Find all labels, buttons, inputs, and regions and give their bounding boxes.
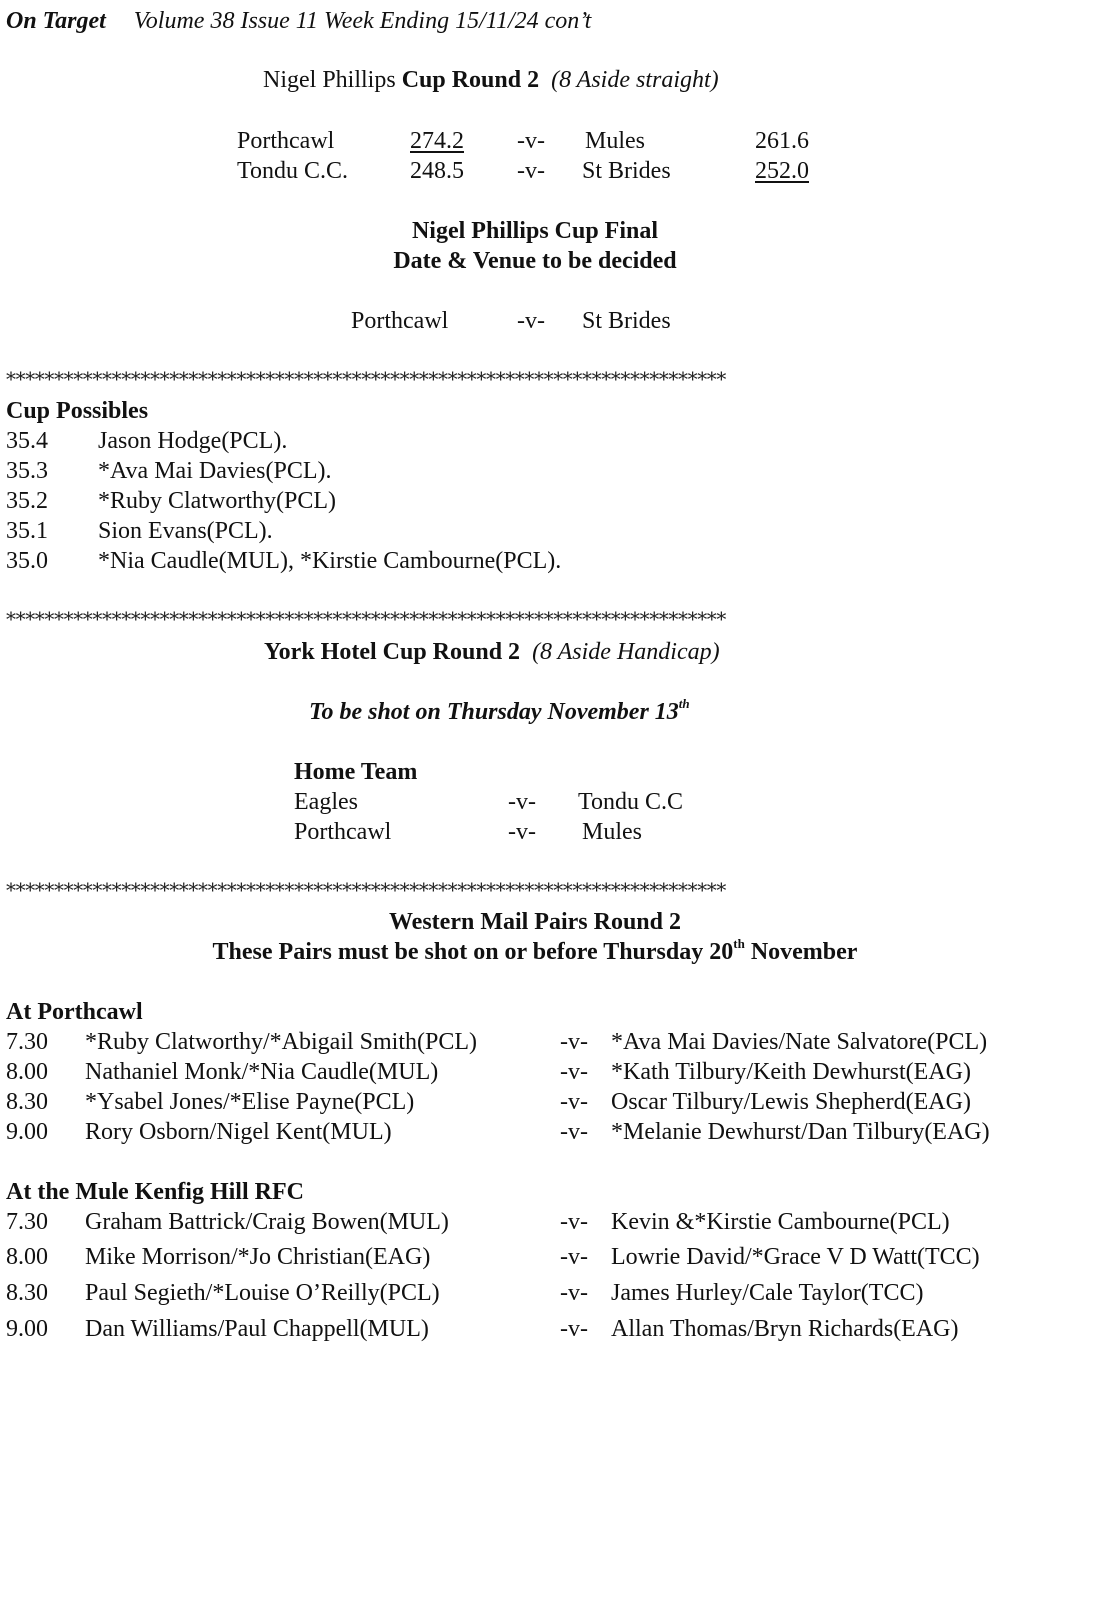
home-pair: *Ruby Clatworthy/*Abigail Smith(PCL) <box>85 1029 478 1055</box>
deadline-month: November <box>744 939 858 965</box>
home-team: Porthcawl <box>351 308 449 334</box>
possible-names: Sion Evans(PCL). <box>98 518 273 544</box>
vs-label: -v- <box>560 1316 588 1342</box>
york-cup-date-text: To be shot on Thursday November 13 <box>309 699 679 725</box>
possible-names: *Ruby Clatworthy(PCL) <box>98 488 336 514</box>
venue-title: At the Mule Kenfig Hill RFC <box>6 1179 304 1205</box>
possible-names: *Nia Caudle(MUL), *Kirstie Cambourne(PCL). <box>98 548 562 574</box>
home-score: 248.5 <box>410 158 464 184</box>
york-cup-title: York Hotel Cup Round 2 <box>264 639 521 665</box>
nigel-round2-title-bold: Cup Round 2 <box>401 67 540 93</box>
home-pair: Nathaniel Monk/*Nia Caudle(MUL) <box>85 1059 439 1085</box>
away-pair: James Hurley/Cale Taylor(TCC) <box>611 1280 924 1306</box>
deadline-text: These Pairs must be shot on or before Thursday 20 <box>212 939 734 965</box>
asterisk-separator: *************************************************************************** <box>6 609 727 629</box>
home-pair: Dan Williams/Paul Chappell(MUL) <box>85 1316 429 1342</box>
away-team: Mules <box>585 128 645 154</box>
nigel-final-title: Nigel Phillips Cup Final <box>411 218 659 244</box>
home-team: Eagles <box>294 789 358 815</box>
western-mail-deadline <box>0 936 1070 965</box>
page-header <box>6 9 591 33</box>
away-team: Tondu C.C <box>578 789 683 815</box>
possible-names: *Ava Mai Davies(PCL). <box>98 458 332 484</box>
cup-possibles-title: Cup Possibles <box>6 398 149 424</box>
home-pair: Rory Osborn/Nigel Kent(MUL) <box>85 1119 392 1145</box>
vs-label: -v- <box>517 128 545 154</box>
asterisk-separator: *************************************************************************** <box>6 369 727 389</box>
home-pair: *Ysabel Jones/*Elise Payne(PCL) <box>85 1089 415 1115</box>
home-team: Porthcawl <box>237 128 335 154</box>
fixture-time: 7.30 <box>6 1029 48 1055</box>
home-score: 274.2 <box>410 128 464 154</box>
home-pair: Mike Morrison/*Jo Christian(EAG) <box>85 1244 431 1270</box>
publication-title: On Target <box>6 8 106 34</box>
away-pair: Allan Thomas/Bryn Richards(EAG) <box>611 1316 959 1342</box>
fixture-time: 7.30 <box>6 1209 48 1235</box>
away-score: 252.0 <box>755 158 809 184</box>
western-mail-title: Western Mail Pairs Round 2 <box>389 909 681 935</box>
away-pair: Lowrie David/*Grace V D Watt(TCC) <box>611 1244 980 1270</box>
york-cup-date <box>309 696 690 725</box>
nigel-round2-title-plain: Nigel Phillips <box>263 67 396 93</box>
away-score: 261.6 <box>755 128 809 154</box>
venue-title: At Porthcawl <box>6 999 143 1025</box>
fixture-time: 8.30 <box>6 1280 48 1306</box>
away-team: Mules <box>582 819 642 845</box>
vs-label: -v- <box>517 158 545 184</box>
possible-score: 35.0 <box>6 548 48 574</box>
away-pair: Kevin &*Kirstie Cambourne(PCL) <box>611 1209 950 1235</box>
away-pair: *Melanie Dewhurst/Dan Tilbury(EAG) <box>611 1119 990 1145</box>
asterisk-separator: *************************************************************************** <box>6 880 727 900</box>
nigel-round2-heading <box>263 68 719 92</box>
york-cup-format: (8 Aside Handicap) <box>532 639 720 665</box>
vs-label: -v- <box>508 819 536 845</box>
fixture-time: 8.00 <box>6 1244 48 1270</box>
york-cup-date-suffix: th <box>678 696 690 711</box>
away-pair: *Ava Mai Davies/Nate Salvatore(PCL) <box>611 1029 988 1055</box>
fixture-time: 8.30 <box>6 1089 48 1115</box>
vs-label: -v- <box>560 1029 588 1055</box>
vs-label: -v- <box>560 1089 588 1115</box>
nigel-final-subtitle: Date & Venue to be decided <box>393 248 677 274</box>
fixture-time: 8.00 <box>6 1059 48 1085</box>
possible-score: 35.3 <box>6 458 48 484</box>
away-pair: *Kath Tilbury/Keith Dewhurst(EAG) <box>611 1059 971 1085</box>
vs-label: -v- <box>560 1244 588 1270</box>
possible-names: Jason Hodge(PCL). <box>98 428 288 454</box>
home-team: Tondu C.C. <box>237 158 348 184</box>
home-team: Porthcawl <box>294 819 392 845</box>
possible-score: 35.2 <box>6 488 48 514</box>
vs-label: -v- <box>560 1119 588 1145</box>
away-team: St Brides <box>582 158 671 184</box>
vs-label: -v- <box>560 1209 588 1235</box>
home-team-label: Home Team <box>294 759 418 785</box>
fixture-time: 9.00 <box>6 1316 48 1342</box>
away-team: St Brides <box>582 308 671 334</box>
deadline-suffix: th <box>733 936 745 951</box>
york-cup-heading <box>264 640 720 664</box>
home-pair: Paul Segieth/*Louise O’Reilly(PCL) <box>85 1280 440 1306</box>
possible-score: 35.4 <box>6 428 48 454</box>
possible-score: 35.1 <box>6 518 48 544</box>
fixture-time: 9.00 <box>6 1119 48 1145</box>
vs-label: -v- <box>560 1059 588 1085</box>
vs-label: -v- <box>508 789 536 815</box>
away-pair: Oscar Tilbury/Lewis Shepherd(EAG) <box>611 1089 971 1115</box>
vs-label: -v- <box>517 308 545 334</box>
home-pair: Graham Battrick/Craig Bowen(MUL) <box>85 1209 449 1235</box>
nigel-round2-format: (8 Aside straight) <box>551 67 719 93</box>
vs-label: -v- <box>560 1280 588 1306</box>
issue-info: Volume 38 Issue 11 Week Ending 15/11/24 con’t <box>133 8 592 34</box>
